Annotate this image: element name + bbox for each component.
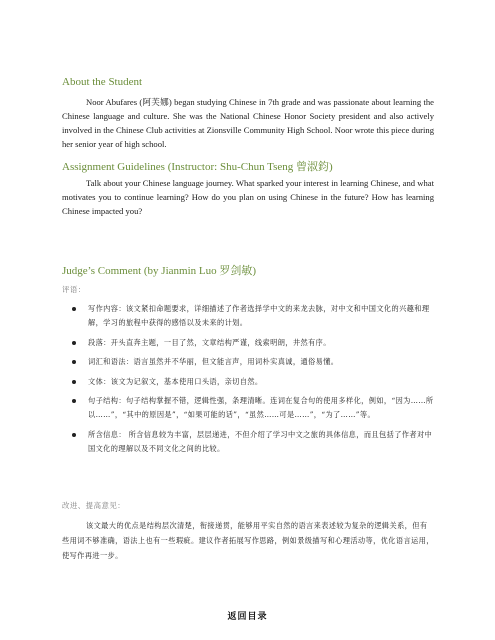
bullet-icon: [72, 307, 76, 311]
assignment-guidelines-text: Talk about your Chinese language journey. What sparked your interest in learning Chinese, and what motivates you to continue learning? How do you plan on using Chinese in the future? How has learning Chinese impacted you?: [62, 178, 434, 216]
list-item: 写作内容：该文紧扣命题要求，详细描述了作者选择学中文的来龙去脉，对中文和中国文化的兴趣和理解，学习的旅程中获得的感悟以及未来的计划。: [62, 302, 438, 331]
judge-comment-heading: Judge’s Comment (by Jianmin Luo 罗剑敏): [62, 265, 257, 277]
list-item: 句子结构：句子结构掌握不错，逻辑性强，条理清晰。连词在复合句的使用多样化，例如，“因为……所以……”，“其中的原因是”，“如果可能的话”，“虽然……可是……”，“为了……”等。: [62, 394, 438, 423]
about-student-text: Noor Abufares (阿芙娜) began studying Chinese in 7th grade and was passionate about learning the Chinese language and culture. She was the National Chinese Honor Society president and also actively involved in the Chinese Club activities at Zionsville Community High School. Noor wrote this piece during her senior year of high school.: [62, 97, 434, 149]
bullet-icon: [72, 360, 76, 364]
comment-label: 评语：: [62, 285, 86, 294]
about-student-heading: About the Student: [62, 76, 143, 88]
back-to-contents-link[interactable]: 返回目录: [227, 612, 268, 622]
list-item: 词汇和语法：语言虽然并不华丽，但文能言声，用词朴实真诚，通俗易懂。: [62, 355, 438, 369]
list-item: 段落：开头直奔主题，一目了然，文章结构严谨，线索明朗，井然有序。: [62, 336, 438, 350]
advice-text: 该文最大的优点是结构层次清楚，衔接递贯，能够用平实自然的语言来表述较为复杂的逻辑关系，但有些用词不够准确，语法上也有一些瑕疵。建议作者拓展写作思路，例如景级描写和心理活动等，优化语言运用，使写作再进一步。: [62, 521, 434, 560]
bullet-icon: [72, 433, 76, 437]
bullet-icon: [72, 341, 76, 345]
advice-label: 改进、提高意见：: [62, 501, 126, 510]
bullet-icon: [72, 399, 76, 403]
list-item: 文体：该文为记叙文，基本使用口头语，亲切自然。: [62, 375, 438, 389]
comment-list: [62, 302, 438, 462]
bullet-icon: [72, 380, 76, 384]
assignment-guidelines-heading: Assignment Guidelines (Instructor: Shu-Chun Tseng 曾淑鈞): [62, 161, 333, 173]
list-item: 所含信息： 所含信息较为丰富，层层递进，不但介绍了学习中文之旅的具体信息，而且包括了作者对中国文化的理解以及不同文化之间的比较。: [62, 428, 438, 457]
